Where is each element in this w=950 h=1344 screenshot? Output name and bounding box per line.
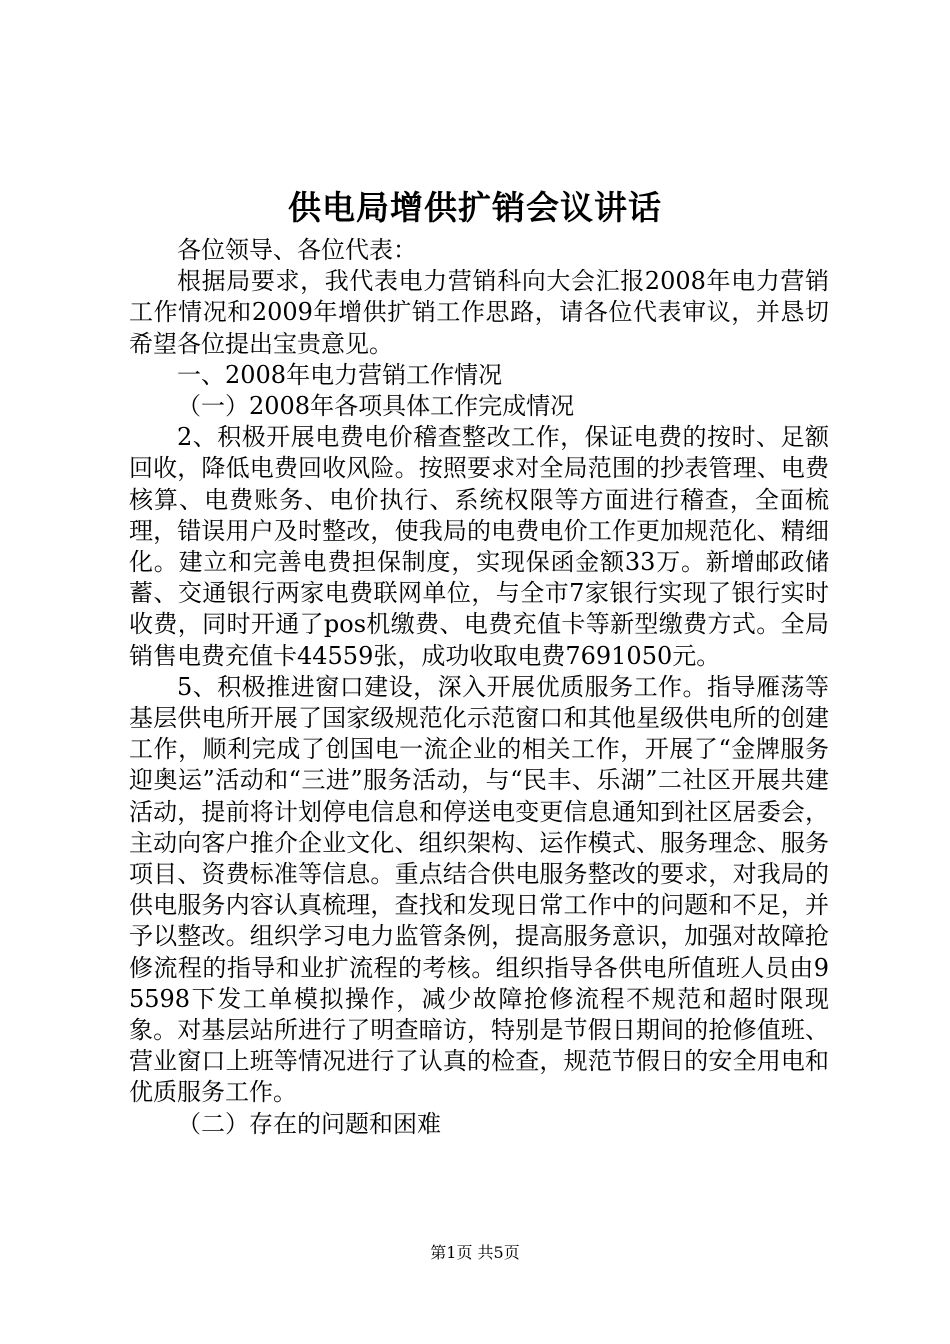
page-footer: 第1页 共5页: [430, 1243, 520, 1262]
subsection-heading: （二）存在的问题和困难: [177, 1109, 441, 1138]
body-paragraph: 5、积极推进窗口建设，深入开展优质服务工作。指导雁荡等基层供电所开展了国家级规范化示范窗口和其他星级供电所的创建工作，顺利完成了创国电一流企业的相关工作，开展了“金牌服务迎奥运”活动和“三进”服务活动，与“民丰、乐湖”二社区开展共建活动，提前将计划停电信息和停送电变更信息通知到社区居委会，主动向客户推介企业文化、组织架构、运作模式、服务理念、服务项目、资费标准等信息。重点结合供电服务整改的要求，对我局的供电服务内容认真梳理，查找和发现日常工作中的问题和不足，并予以整改。组织学习电力监管条例，提高服务意识，加强对故障抢修流程的指导和业扩流程的考核。组织指导各供电所值班人员由95598下发工单模拟操作，减少故障抢修流程不规范和超时限现象。对基层站所进行了明查暗访，特别是节假日期间的抢修值班、营业窗口上班等情况进行了认真的检查，规范节假日的安全用电和优质服务工作。: [129, 672, 829, 1107]
document-title: 供电局增供扩销会议讲话: [288, 188, 662, 227]
section-heading: 一、2008年电力营销工作情况: [177, 360, 503, 389]
document-body: [129, 235, 829, 1140]
subsection-heading: （一）2008年各项具体工作完成情况: [177, 392, 575, 421]
salutation-paragraph: 各位领导、各位代表：: [177, 236, 417, 264]
body-paragraph: 2、积极开展电费电价稽查整改工作，保证电费的按时、足额回收，降低电费回收风险。按照要求对全局范围的抄表管理、电费核算、电费账务、电价执行、系统权限等方面进行稽查，全面梳理，错误用户及时整改，使我局的电费电价工作更加规范化、精细化。建立和完善电费担保制度，实现保函金额33万。新增邮政储蓄、交通银行两家电费联网单位，与全市7家银行实现了银行实时收费，同时开通了pos机缴费、电费充值卡等新型缴费方式。全局销售电费充值卡44559张，成功收取电费7691050元。: [129, 423, 829, 670]
intro-paragraph: 根据局要求，我代表电力营销科向大会汇报2008年电力营销工作情况和2009年增供扩销工作思路，请各位代表审议，并恳切希望各位提出宝贵意见。: [129, 267, 829, 358]
